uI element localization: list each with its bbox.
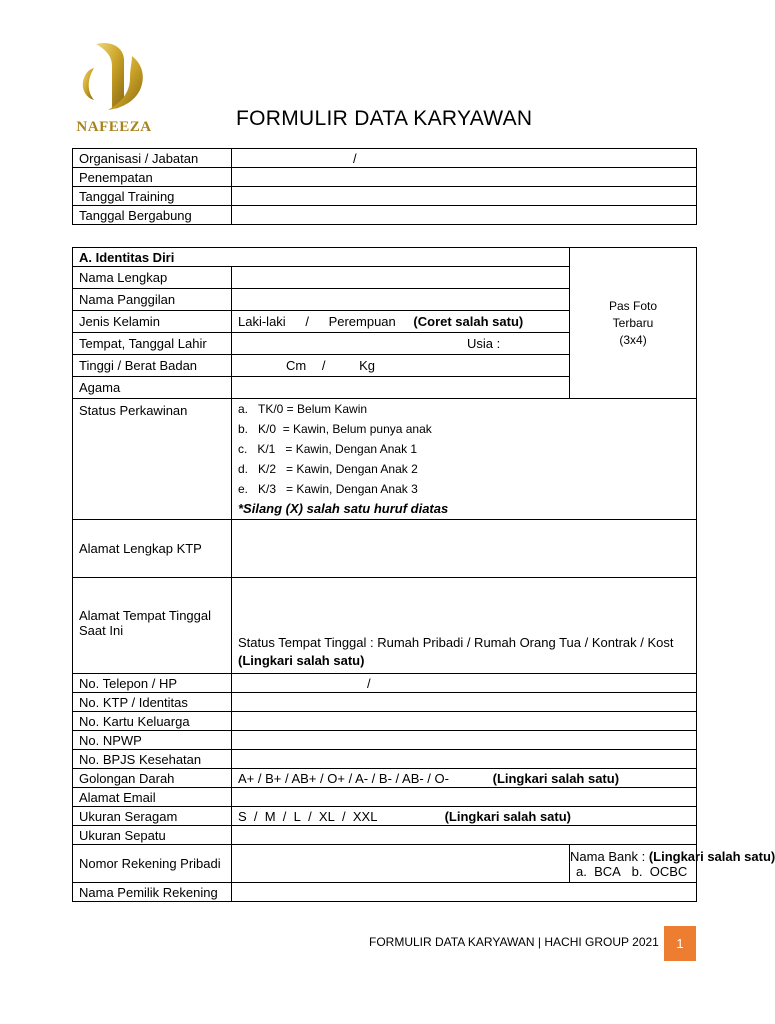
field-no-rekening[interactable] [232, 845, 570, 883]
field-no-kk[interactable] [232, 712, 697, 731]
label-pemilik-rekening: Nama Pemilik Rekening [73, 883, 232, 902]
label-npwp: No. NPWP [73, 731, 232, 750]
field-tanggal-training[interactable] [232, 187, 697, 206]
note-coret: (Coret salah satu) [413, 314, 524, 329]
marital-option-b[interactable]: b. K/0 = Kawin, Belum punya anak [238, 422, 432, 436]
svg-text:NAFEEZA: NAFEEZA [76, 119, 152, 135]
field-golongan-darah[interactable] [232, 769, 697, 788]
uniform-size-options[interactable]: S / M / L / XL / XXL [238, 808, 377, 824]
label-jenis-kelamin: Jenis Kelamin [73, 311, 232, 333]
label-ukuran-seragam: Ukuran Seragam [73, 807, 232, 826]
marital-option-e[interactable]: e. K/3 = Kawin, Dengan Anak 3 [238, 482, 418, 496]
label-status-perkawinan: Status Perkawinan [73, 399, 232, 520]
field-telepon[interactable]: / [232, 674, 697, 693]
field-ttl[interactable] [232, 333, 570, 355]
page-title: FORMULIR DATA KARYAWAN [236, 107, 533, 130]
field-penempatan[interactable] [232, 168, 697, 187]
row-tanggal-bergabung [73, 206, 697, 225]
identity-table [72, 247, 775, 902]
field-organisasi[interactable]: / [232, 149, 697, 168]
field-status-perkawinan[interactable] [232, 399, 697, 520]
label-ukuran-sepatu: Ukuran Sepatu [73, 826, 232, 845]
option-perempuan[interactable]: Perempuan [328, 314, 396, 329]
field-tanggal-bergabung[interactable] [232, 206, 697, 225]
field-npwp[interactable] [232, 731, 697, 750]
job-info-table [72, 148, 697, 225]
label-no-ktp: No. KTP / Identitas [73, 693, 232, 712]
note-lingkari-darah: (Lingkari salah satu) [492, 770, 620, 786]
label-telepon: No. Telepon / HP [73, 674, 232, 693]
field-nama-lengkap[interactable] [232, 267, 570, 289]
label-no-kk: No. Kartu Keluarga [73, 712, 232, 731]
page-number: 1 [664, 926, 696, 961]
label-alamat-ktp: Alamat Lengkap KTP [73, 520, 232, 578]
label-tanggal-bergabung: Tanggal Bergabung [73, 206, 232, 225]
field-no-ktp[interactable] [232, 693, 697, 712]
label-golongan-darah: Golongan Darah [73, 769, 232, 788]
label-penempatan: Penempatan [73, 168, 232, 187]
label-nama-panggilan: Nama Panggilan [73, 289, 232, 311]
field-ukuran-seragam[interactable] [232, 807, 697, 826]
note-lingkari-bank: (Lingkari salah satu) [648, 848, 775, 864]
photo-line-3: (3x4) [619, 332, 647, 347]
field-alamat-ktp[interactable] [232, 520, 697, 578]
label-email: Alamat Email [73, 788, 232, 807]
status-tempat-tinggal[interactable]: Status Tempat Tinggal : Rumah Pribadi / Rumah Orang Tua / Kontrak / Kost [238, 635, 674, 650]
field-nama-panggilan[interactable] [232, 289, 570, 311]
row-tanggal-training [73, 187, 697, 206]
photo-line-1: Pas Foto [609, 298, 658, 313]
field-alamat-tinggal[interactable] [232, 578, 697, 674]
label-organisasi: Organisasi / Jabatan [73, 149, 232, 168]
label-tanggal-training: Tanggal Training [73, 187, 232, 206]
marital-option-d[interactable]: d. K/2 = Kawin, Dengan Anak 2 [238, 462, 418, 476]
label-alamat-tinggal: Alamat Tempat Tinggal Saat Ini [73, 578, 232, 674]
label-ttl: Tempat, Tanggal Lahir [73, 333, 232, 355]
label-nama-lengkap: Nama Lengkap [73, 267, 232, 289]
photo-line-2: Terbaru [612, 315, 654, 330]
label-rekening: Nomor Rekening Pribadi [73, 845, 232, 883]
label-nama-bank: Nama Bank : [570, 848, 646, 864]
label-usia: Usia : [467, 336, 501, 351]
field-tinggi-berat[interactable]: Cm / Kg [232, 355, 570, 377]
marital-option-c[interactable]: c. K/1 = Kawin, Dengan Anak 1 [238, 442, 418, 456]
field-bpjs[interactable] [232, 750, 697, 769]
option-laki-laki[interactable]: Laki-laki [238, 314, 286, 329]
field-ukuran-sepatu[interactable] [232, 826, 697, 845]
marital-option-a[interactable]: a. TK/0 = Belum Kawin [238, 402, 368, 416]
label-tinggi-berat: Tinggi / Berat Badan [73, 355, 232, 377]
blood-type-options[interactable]: A+ / B+ / AB+ / O+ / A- / B- / AB- / O- [238, 770, 449, 786]
label-bpjs: No. BPJS Kesehatan [73, 750, 232, 769]
field-jenis-kelamin[interactable]: Laki-laki / Perempuan (Coret salah satu) [232, 311, 570, 333]
note-lingkari-seragam: (Lingkari salah satu) [444, 808, 572, 824]
bank-options[interactable]: a. BCA b. OCBC [576, 863, 688, 879]
nafeeza-logo [66, 38, 162, 136]
row-organisasi [73, 149, 697, 168]
field-agama[interactable] [232, 377, 570, 399]
note-lingkari-tinggal: (Lingkari salah satu) [238, 653, 365, 668]
field-nama-bank[interactable] [570, 845, 775, 883]
footer-text: FORMULIR DATA KARYAWAN | HACHI GROUP 2021 [369, 935, 659, 949]
row-penempatan [73, 168, 697, 187]
field-pemilik-rekening[interactable] [232, 883, 697, 902]
field-email[interactable] [232, 788, 697, 807]
marital-note: *Silang (X) salah satu huruf diatas [238, 501, 449, 516]
photo-box[interactable] [570, 248, 697, 399]
label-agama: Agama [73, 377, 232, 399]
section-title: A. Identitas Diri [73, 248, 570, 267]
